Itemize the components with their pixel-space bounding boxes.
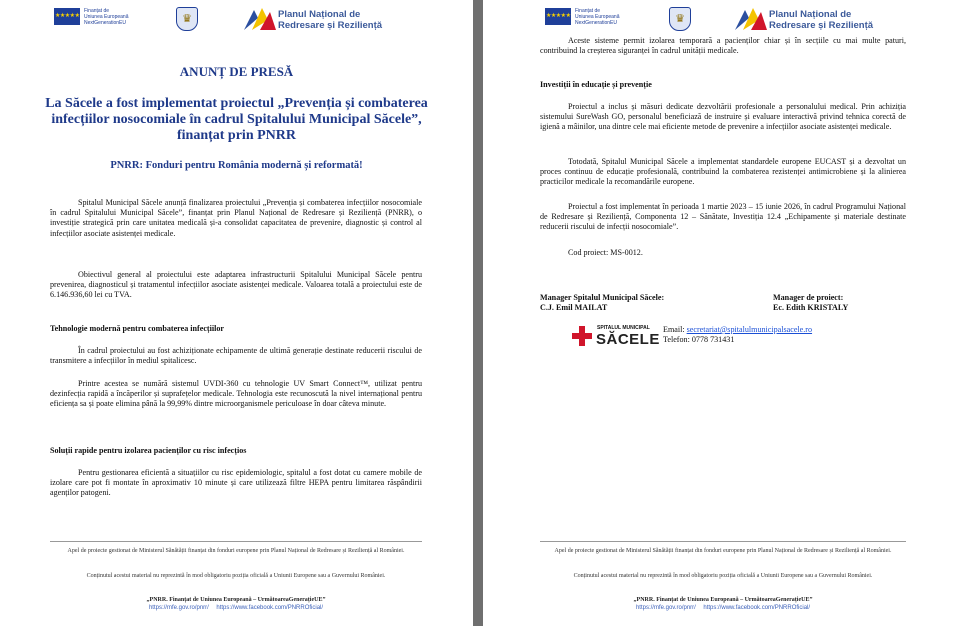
eu-flag-icon: ★ ★ ★ ★ ★ [54, 8, 80, 25]
footer-disclaimer: Conținutul acestui material nu reprezintă în mod obligatoriu poziția oficială a Uniunii Europene sau a Guvernului României. [86, 573, 386, 579]
footer-link-facebook[interactable]: https://www.facebook.com/PNRROficial/ [703, 605, 811, 611]
intro-paragraph-2: Obiectivul general al proiectului este adaptarea infrastructurii Spitalului Municipal Săcele pentru prevenirea, diagnosticul și tratamentul infecțiilor asociate asistenței medicale. Valoarea totală a proiectului este de 6.146.936,60 lei cu TVA. [50, 270, 422, 300]
project-manager-block [773, 293, 848, 313]
footer-divider [50, 541, 422, 542]
pnrr-logo-text: Planul Național de Redresare și Reziliență [769, 9, 874, 31]
eu-flag-icon: ★ ★ ★ ★ ★ [545, 8, 571, 25]
project-manager-label: Manager de proiect: [773, 293, 844, 302]
section-title-isolation: Soluții rapide pentru izolarea pacienților cu risc infecțios [50, 446, 247, 455]
footer-link-mfe[interactable]: https://mfe.gov.ro/pnrr/ [635, 605, 696, 611]
medical-cross-icon [572, 326, 592, 346]
education-paragraph-1: Proiectul a inclus și măsuri dedicate dezvoltării profesionale a personalului medical. Prin achiziția sistemului SureWash GO, personalul beneficiază de instruire și evaluare interactivă privind tehnica corectă de igienă a mâinilor, una dintre cele mai eficiente metode de prevenire a infecțiilor asociate asistenței medicale. [540, 102, 906, 132]
hospital-manager-name: C.J. Emil MAILAT [540, 303, 608, 312]
project-code: Cod proiect: MS-0012. [568, 248, 643, 257]
isolation-paragraph-continued: Aceste sisteme permit izolarea temporară a pacienților chiar și în secțiile cu mai multe paturi, contribuind la creșterea siguranței în cadrul unității medicale. [540, 36, 906, 56]
section-title-technology: Tehnologie modernă pentru combaterea infecțiilor [50, 324, 224, 333]
footer-disclaimer: Conținutul acestui material nu reprezintă în mod obligatoriu poziția oficială a Uniunii Europene sau a Guvernului României. [573, 573, 873, 579]
sacele-hospital-logo: SPITALUL MUNICIPAL SĂCELE [572, 325, 662, 349]
footer-funding-note: Apel de proiecte gestionat de Ministerul Sănătății finanțat din fonduri europene prin Planul Național de Redresare și Reziliență al României. [67, 548, 405, 554]
pnrr-logo-icon [242, 6, 278, 32]
implementation-paragraph: Proiectul a fost implementat în perioada 1 martie 2023 – 15 iunie 2026, în cadrul Programului Național de Redresare și Reziliență, Componenta 12 – Sănătate, Investiția 12.4 „Echipamente și materiale destinate reducerii riscului de infecții nosocomiale”. [540, 202, 906, 232]
footer-links [50, 605, 422, 613]
document-page-1 [0, 0, 473, 626]
pnrr-logo-text: Planul Național de Redresare și Reziliență [278, 9, 383, 31]
footer-divider [540, 541, 906, 542]
footer-link-facebook[interactable]: https://www.facebook.com/PNRROficial/ [216, 605, 324, 611]
project-manager-name: Ec. Edith KRISTALY [773, 303, 849, 312]
pnrr-logo-icon [733, 6, 769, 32]
eu-logo-text: Finanțat de Uniunea Europeană NextGenerationEU [84, 8, 129, 26]
education-paragraph-2: Totodată, Spitalul Municipal Săcele a implementat standardele europene EUCAST și a dezvoltat un proces continuu de educație profesională, contribuind la combaterea rezistenței antimicrobiene și la alinierea practicilor medicale la recomandările europene. [540, 157, 906, 187]
isolation-paragraph: Pentru gestionarea eficientă a situațiilor cu risc epidemiologic, spitalul a fost dotat cu camere mobile de izolare care pot fi montate în aproximativ 10 minute și care utilizează filtre HEPA pentru limitarea răspândirii agenților patogeni. [50, 468, 422, 498]
subheadline: PNRR: Fonduri pentru România modernă și reformată! [110, 160, 363, 171]
contact-info: Email: secretariat@spitalulmunicipalsacele.ro Telefon: 0778 731431 [663, 325, 813, 344]
hospital-manager-block [540, 293, 664, 313]
technology-paragraph-1: În cadrul proiectului au fost achiziționate echipamente de ultimă generație destinate reducerii riscului de transmitere a infecțiilor în mediul spitalicesc. [50, 346, 422, 366]
phone-number: Telefon: 0778 731431 [663, 335, 735, 344]
romania-coat-of-arms-icon: ♛ [669, 7, 691, 31]
eu-logo-text: Finanțat de Uniunea Europeană NextGenerationEU [575, 8, 620, 26]
section-title-education: Investiții în educație și prevenție [540, 80, 652, 89]
header-logos [483, 5, 957, 33]
romania-coat-of-arms-icon: ♛ [176, 7, 198, 31]
footer-links [540, 605, 906, 613]
press-release-label: ANUNȚ DE PRESĂ [179, 64, 294, 79]
footer-link-mfe[interactable]: https://mfe.gov.ro/pnrr/ [148, 605, 209, 611]
headline: La Săcele a fost implementat proiectul „Prevenția și combaterea infecțiilor nosocomiale în cadrul Spitalului Municipal Săcele”, finanțat prin PNRR [45, 96, 428, 143]
technology-paragraph-2: Printre acestea se numără sistemul UVDI-360 cu tehnologie UV Smart Connect™, utilizat pentru dezinfecția rapidă a încăperilor și suprafețelor medicale. Tehnologia este recunoscută la nivel internațional pentru eficiența sa și poate elimina până la 99,99% dintre microorganismele periculoase în doar câteva minute. [50, 379, 422, 409]
footer-slogan: „PNRR. Finanțat de Uniunea Europeană – UrmătoareaGenerațieUE” [633, 597, 813, 603]
email-link[interactable]: secretariat@spitalulmunicipalsacele.ro [686, 325, 813, 334]
document-page-2 [483, 0, 957, 626]
intro-paragraph-1: Spitalul Municipal Săcele anunță finalizarea proiectului „Prevenția și combaterea infecțiilor nosocomiale în cadrul Spitalului Municipal Săcele”, finanțat prin Planul Național de Redresare și Reziliență (PNRR), o investiție strategică prin care unitatea medicală și-a consolidat capacitatea de prevenire, diagnostic și control al infecțiilor asociate asistenței medicale. [50, 198, 422, 238]
header-logos [0, 5, 473, 33]
hospital-manager-label: Manager Spitalul Municipal Săcele: [540, 293, 665, 302]
footer-funding-note: Apel de proiecte gestionat de Ministerul Sănătății finanțat din fonduri europene prin Planul Național de Redresare și Reziliență al României. [554, 548, 892, 554]
footer-slogan: „PNRR. Finanțat de Uniunea Europeană – UrmătoareaGenerațieUE” [146, 597, 326, 603]
